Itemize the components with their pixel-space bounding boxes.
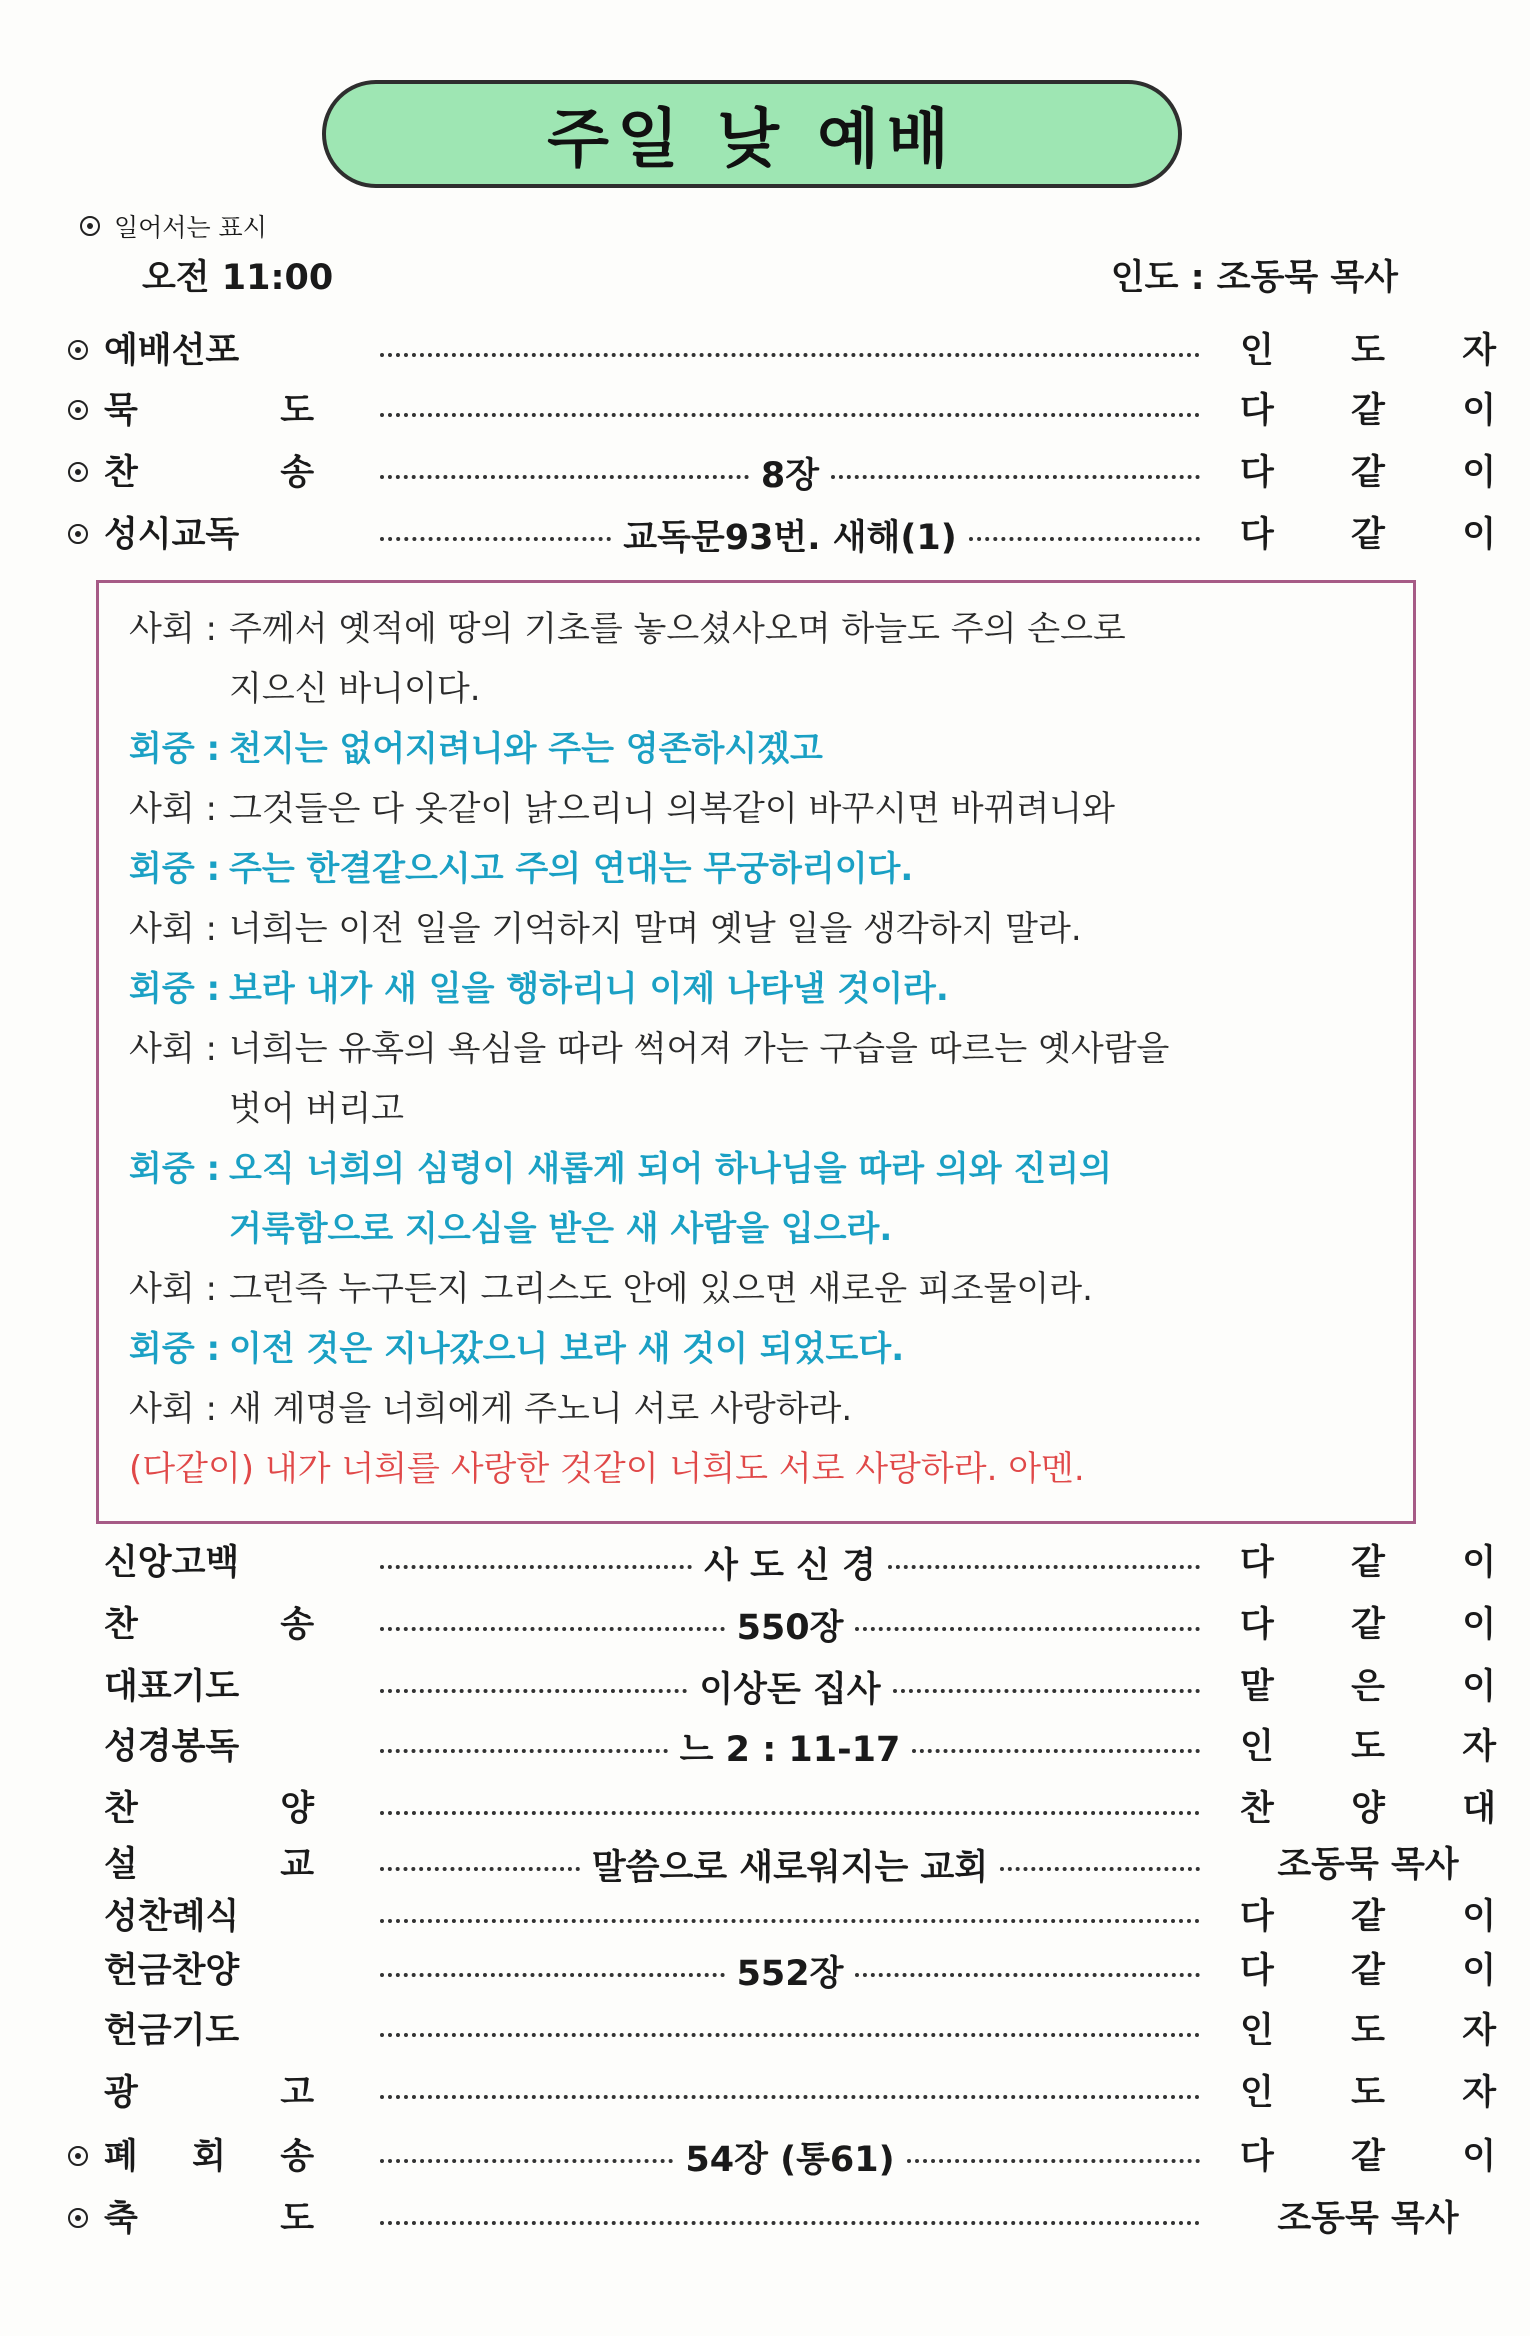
dot-leader: [380, 2192, 1200, 2246]
order-item-label: 신앙고백: [104, 1543, 240, 1583]
order-item-responsible: 다 같 이: [1240, 1897, 1496, 1937]
order-item: [60, 384, 1496, 438]
order-item: [60, 1782, 1496, 1836]
order-item-label: 헌금기도: [104, 2011, 240, 2051]
leader-line: [129, 1019, 1385, 1079]
order-item: [60, 1598, 1496, 1652]
stand-mark-icon: [68, 462, 88, 482]
leader-line: [129, 599, 1385, 659]
order-item-label: 성경봉독: [104, 1727, 240, 1767]
order-item-label: 찬 송: [104, 453, 314, 493]
stand-mark-icon: [68, 340, 88, 360]
stand-mark-icon: [68, 524, 88, 544]
congregation-line: [129, 1199, 1385, 1259]
reading-text: 그런즉 누구든지 그리스도 안에 있으면 새로운 피조물이라.: [229, 1269, 1093, 1309]
order-item-label: 폐 회 송: [104, 2137, 314, 2177]
reading-text: 거룩함으로 지으심을 받은 새 사람을 입으라.: [229, 1209, 893, 1249]
order-item-responsible: 인 도 자: [1240, 331, 1496, 371]
dot-leader: [380, 1720, 1200, 1774]
order-item-detail: 사 도 신 경: [704, 1546, 876, 1586]
order-item-label: 광 고: [104, 2073, 314, 2113]
order-item-responsible: 인 도 자: [1240, 2073, 1496, 2113]
order-item: [60, 2066, 1496, 2120]
page-title: [322, 80, 1182, 188]
leader-line: [129, 1259, 1385, 1319]
reading-text: 지으신 바니이다.: [229, 669, 481, 709]
order-item-detail: 느 2 : 11-17: [679, 1730, 901, 1770]
service-leader: 인도 : 조동묵 목사: [1110, 258, 1398, 298]
order-item-responsible: 다 같 이: [1240, 1951, 1496, 1991]
stand-mark-icon: [68, 400, 88, 420]
dot-leader: [380, 1782, 1200, 1836]
dot-leader: [380, 1660, 1200, 1714]
speaker-label: 사회 :: [129, 1389, 217, 1429]
dot-leader: [380, 1536, 1200, 1590]
dot-leader: [380, 508, 1200, 562]
order-item-label: 축 도: [104, 2199, 314, 2239]
dot-leader: [380, 1944, 1200, 1998]
order-item: [60, 1890, 1496, 1944]
reading-text: 벗어 버리고: [229, 1089, 405, 1129]
dot-leader: [380, 1890, 1200, 1944]
order-item: [60, 1536, 1496, 1590]
order-item-detail: 이상돈 집사: [699, 1670, 881, 1710]
reading-text: (다같이) 내가 너희를 사랑한 것같이 너희도 서로 사랑하라. 아멘.: [129, 1449, 1085, 1489]
dot-leader: [380, 384, 1200, 438]
reading-text: 너희는 이전 일을 기억하지 말며 옛날 일을 생각하지 말라.: [229, 909, 1082, 949]
order-item-detail: 550장: [736, 1608, 844, 1648]
dot-leader: [380, 324, 1200, 378]
congregation-line: [129, 1139, 1385, 1199]
speaker-label: 회중 :: [129, 1329, 221, 1369]
dot-leader: [380, 1598, 1200, 1652]
dot-leader: [380, 2004, 1200, 2058]
congregation-line: [129, 959, 1385, 1019]
legend-text: 일어서는 표시: [114, 213, 267, 242]
reading-text: 보라 내가 새 일을 행하리니 이제 나타낼 것이라.: [229, 969, 949, 1009]
order-item: [60, 1660, 1496, 1714]
leader-line: [129, 899, 1385, 959]
reading-text: 너희는 유혹의 욕심을 따라 썩어져 가는 구습을 따르는 옛사람을: [229, 1029, 1170, 1069]
order-item-responsible: 다 같 이: [1240, 515, 1496, 555]
order-item-detail: 552장: [736, 1954, 844, 1994]
unison-line: [129, 1439, 1385, 1499]
title-text: 주일 낮 예배: [547, 103, 957, 177]
order-item-label: 묵 도: [104, 391, 314, 431]
congregation-line: [129, 719, 1385, 779]
speaker-label: 회중 :: [129, 1149, 221, 1189]
dot-leader: [380, 1838, 1200, 1892]
order-item-responsible: 인 도 자: [1240, 2011, 1496, 2051]
dot-leader: [380, 2130, 1200, 2184]
reading-text: 그것들은 다 옷같이 낡으리니 의복같이 바꾸시면 바뀌려니와: [229, 789, 1115, 829]
stand-mark-icon: [68, 2146, 88, 2166]
leader-line: [129, 1379, 1385, 1439]
order-item-label: 대표기도: [104, 1667, 240, 1707]
reading-text: 주는 한결같으시고 주의 연대는 무궁하리이다.: [229, 849, 914, 889]
order-item: [60, 2004, 1496, 2058]
congregation-line: [129, 839, 1385, 899]
order-item-detail: 8장: [760, 456, 820, 496]
order-item-responsible: 찬 양 대: [1240, 1789, 1496, 1829]
service-time: 오전 11:00: [142, 258, 334, 298]
reading-text: 오직 너희의 심령이 새롭게 되어 하나님을 따라 의와 진리의: [229, 1149, 1112, 1189]
order-item-label: 예배선포: [104, 331, 240, 371]
dot-leader: [380, 446, 1200, 500]
reading-text: 주께서 옛적에 땅의 기초를 놓으셨사오며 하늘도 주의 손으로: [229, 609, 1126, 649]
order-item: [60, 1944, 1496, 1998]
responsive-reading-box: [96, 580, 1416, 1524]
order-item: [60, 2192, 1460, 2246]
order-item: [60, 1838, 1460, 1892]
speaker-label: 사회 :: [129, 789, 217, 829]
order-item-label: 찬 양: [104, 1789, 314, 1829]
order-item-responsible: 다 같 이: [1240, 1543, 1496, 1583]
reading-text: 새 계명을 너희에게 주노니 서로 사랑하라.: [229, 1389, 853, 1429]
congregation-line: [129, 1319, 1385, 1379]
speaker-label: 회중 :: [129, 729, 221, 769]
legend: [80, 208, 267, 244]
speaker-label: 사회 :: [129, 1029, 217, 1069]
order-item-responsible: 맡 은 이: [1240, 1667, 1496, 1707]
order-item: [60, 1720, 1496, 1774]
speaker-label: 회중 :: [129, 969, 221, 1009]
order-item-responsible: 다 같 이: [1240, 2137, 1496, 2177]
order-item-detail: 교독문93번. 새해(1): [623, 518, 957, 558]
order-item-responsible: 조동묵 목사: [1277, 2199, 1459, 2239]
order-item: [60, 2130, 1496, 2184]
order-item-label: 헌금찬양: [104, 1951, 240, 1991]
speaker-label: 사회 :: [129, 909, 217, 949]
order-item: [60, 446, 1496, 500]
speaker-label: 회중 :: [129, 849, 221, 889]
order-item: [60, 508, 1496, 562]
order-item-responsible: 인 도 자: [1240, 1727, 1496, 1767]
order-item-responsible: 다 같 이: [1240, 391, 1496, 431]
reading-text: 이전 것은 지나갔으니 보라 새 것이 되었도다.: [229, 1329, 905, 1369]
order-item-label: 설 교: [104, 1845, 314, 1885]
stand-mark-icon: [68, 2208, 88, 2228]
order-item-detail: 말씀으로 새로워지는 교회: [591, 1848, 989, 1888]
order-item-responsible: 다 같 이: [1240, 1605, 1496, 1645]
order-item-responsible: 다 같 이: [1240, 453, 1496, 493]
leader-line: [129, 659, 1385, 719]
dot-leader: [380, 2066, 1200, 2120]
leader-line: [129, 1079, 1385, 1139]
order-item-responsible: 조동묵 목사: [1277, 1845, 1459, 1885]
order-item-label: 성시교독: [104, 515, 240, 555]
speaker-label: 사회 :: [129, 1269, 217, 1309]
order-item-label: 성찬례식: [104, 1897, 240, 1937]
leader-line: [129, 779, 1385, 839]
speaker-label: 사회 :: [129, 609, 217, 649]
stand-mark-icon: [80, 216, 100, 236]
order-item-label: 찬 송: [104, 1605, 314, 1645]
order-item: [60, 324, 1496, 378]
order-item-detail: 54장 (통61): [685, 2140, 895, 2180]
reading-text: 천지는 없어지려니와 주는 영존하시겠고: [229, 729, 823, 769]
